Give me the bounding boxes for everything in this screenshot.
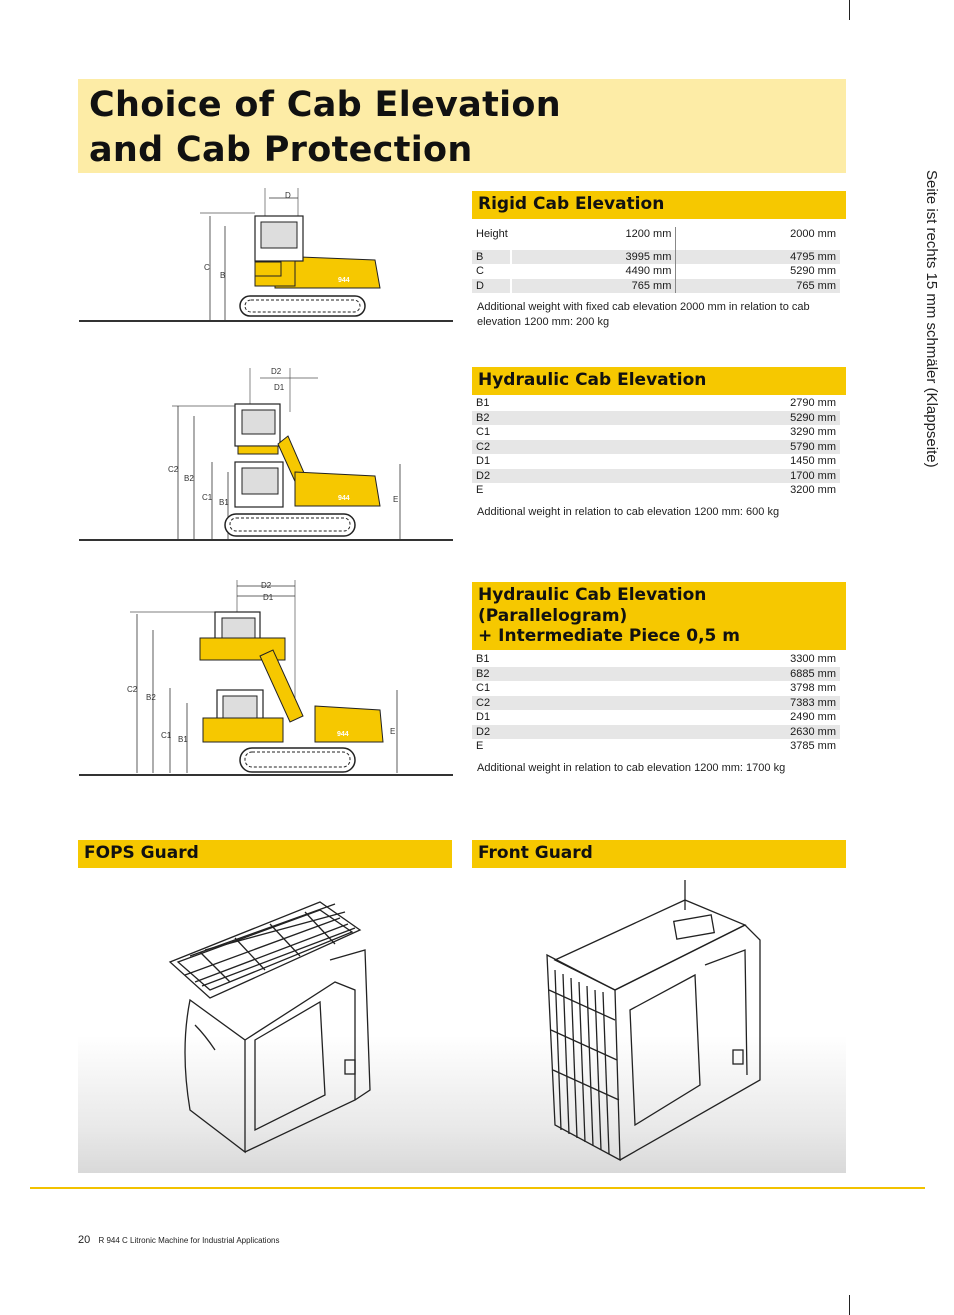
- rigid-header-row: Height 1200 mm 2000 mm: [476, 228, 836, 240]
- parallelogram-ground-line: [79, 774, 453, 776]
- hydraulic-dim-d2: D2: [271, 367, 282, 376]
- bottom-rule: [30, 1187, 925, 1189]
- table-row: D2 1700 mm: [472, 469, 840, 484]
- front-guard-illustration: [535, 880, 775, 1165]
- table-row: D2 2630 mm: [472, 725, 840, 740]
- table-row: D1 2490 mm: [476, 711, 836, 723]
- hydraulic-section-heading: Hydraulic Cab Elevation: [472, 367, 846, 395]
- page-title: Choice of Cab Elevation and Cab Protection: [89, 85, 561, 170]
- rigid-elevation-diagram: [195, 188, 395, 322]
- hydraulic-elevation-diagram: [160, 364, 410, 542]
- table-row: B2 5290 mm: [472, 411, 840, 426]
- hydraulic-dim-b2: B2: [184, 474, 194, 483]
- table-row: B1 2790 mm: [476, 397, 836, 409]
- page-number: 20: [78, 1234, 91, 1246]
- parallelogram-dim-d1: D1: [263, 593, 274, 602]
- parallelogram-note: Additional weight in relation to cab elevation 1200 mm: 1700 kg: [477, 762, 786, 774]
- hydraulic-dim-d1: D1: [274, 383, 285, 392]
- hydraulic-dim-e: E: [393, 495, 399, 504]
- table-row: B1 3300 mm: [476, 653, 836, 665]
- table-row: C2 7383 mm: [472, 696, 840, 711]
- fops-guard-heading: FOPS Guard: [78, 840, 452, 868]
- title-band: [78, 79, 846, 173]
- fops-guard-illustration: [160, 890, 390, 1160]
- table-row: E 3200 mm: [476, 484, 836, 496]
- front-guard-heading: Front Guard: [472, 840, 846, 868]
- hydraulic-dim-c1: C1: [202, 493, 213, 502]
- hydraulic-machine-badge: 944: [338, 495, 350, 502]
- parallelogram-machine-badge: 944: [337, 731, 349, 738]
- parallelogram-elevation-diagram: [125, 578, 410, 776]
- parallelogram-dim-d2: D2: [261, 581, 272, 590]
- table-row: C 4490 mm 5290 mm: [476, 265, 836, 277]
- table-row: D 765 mm 765 mm: [472, 279, 840, 294]
- rigid-section-heading: Rigid Cab Elevation: [472, 191, 846, 219]
- table-row: C1 3798 mm: [476, 682, 836, 694]
- rigid-ground-line: [79, 320, 453, 322]
- table-row: D1 1450 mm: [476, 455, 836, 467]
- table-row: E 3785 mm: [476, 740, 836, 752]
- table-row: C1 3290 mm: [476, 426, 836, 438]
- parallelogram-dim-e: E: [390, 727, 396, 736]
- hydraulic-dim-b1: B1: [219, 498, 229, 507]
- hydraulic-note: Additional weight in relation to cab elevation 1200 mm: 600 kg: [477, 506, 780, 518]
- crop-mark-top: [849, 0, 850, 20]
- hydraulic-dim-c2: C2: [168, 465, 179, 474]
- parallelogram-spec-table: [472, 652, 840, 754]
- crop-mark-bottom: [849, 1295, 850, 1315]
- side-note: Seite ist rechts 15 mm schmäler (Klappseite): [923, 170, 940, 468]
- hydraulic-ground-line: [79, 539, 453, 541]
- rigid-spec-table: [472, 227, 840, 293]
- rigid-machine-badge: 944: [338, 277, 350, 284]
- page-footer: [78, 1234, 279, 1246]
- parallelogram-dim-b1: B1: [178, 735, 188, 744]
- rigid-dim-d: D: [285, 191, 291, 200]
- hydraulic-spec-table: [472, 396, 840, 498]
- rigid-note: Additional weight with fixed cab elevation 2000 mm in relation to cab elevation 1200 mm: 200 kg: [477, 301, 810, 328]
- rigid-dim-b: B: [220, 271, 226, 280]
- table-row: B2 6885 mm: [472, 667, 840, 682]
- footer-text: R 944 C Litronic Machine for Industrial Applications: [98, 1236, 280, 1245]
- parallelogram-dim-b2: B2: [146, 693, 156, 702]
- table-row: B 3995 mm 4795 mm: [472, 250, 840, 265]
- parallelogram-dim-c1: C1: [161, 731, 172, 740]
- table-row: C2 5790 mm: [472, 440, 840, 455]
- parallelogram-section-heading: Hydraulic Cab Elevation (Parallelogram) + Intermediate Piece 0,5 m: [472, 582, 846, 650]
- rigid-dim-c: C: [204, 263, 210, 272]
- parallelogram-dim-c2: C2: [127, 685, 138, 694]
